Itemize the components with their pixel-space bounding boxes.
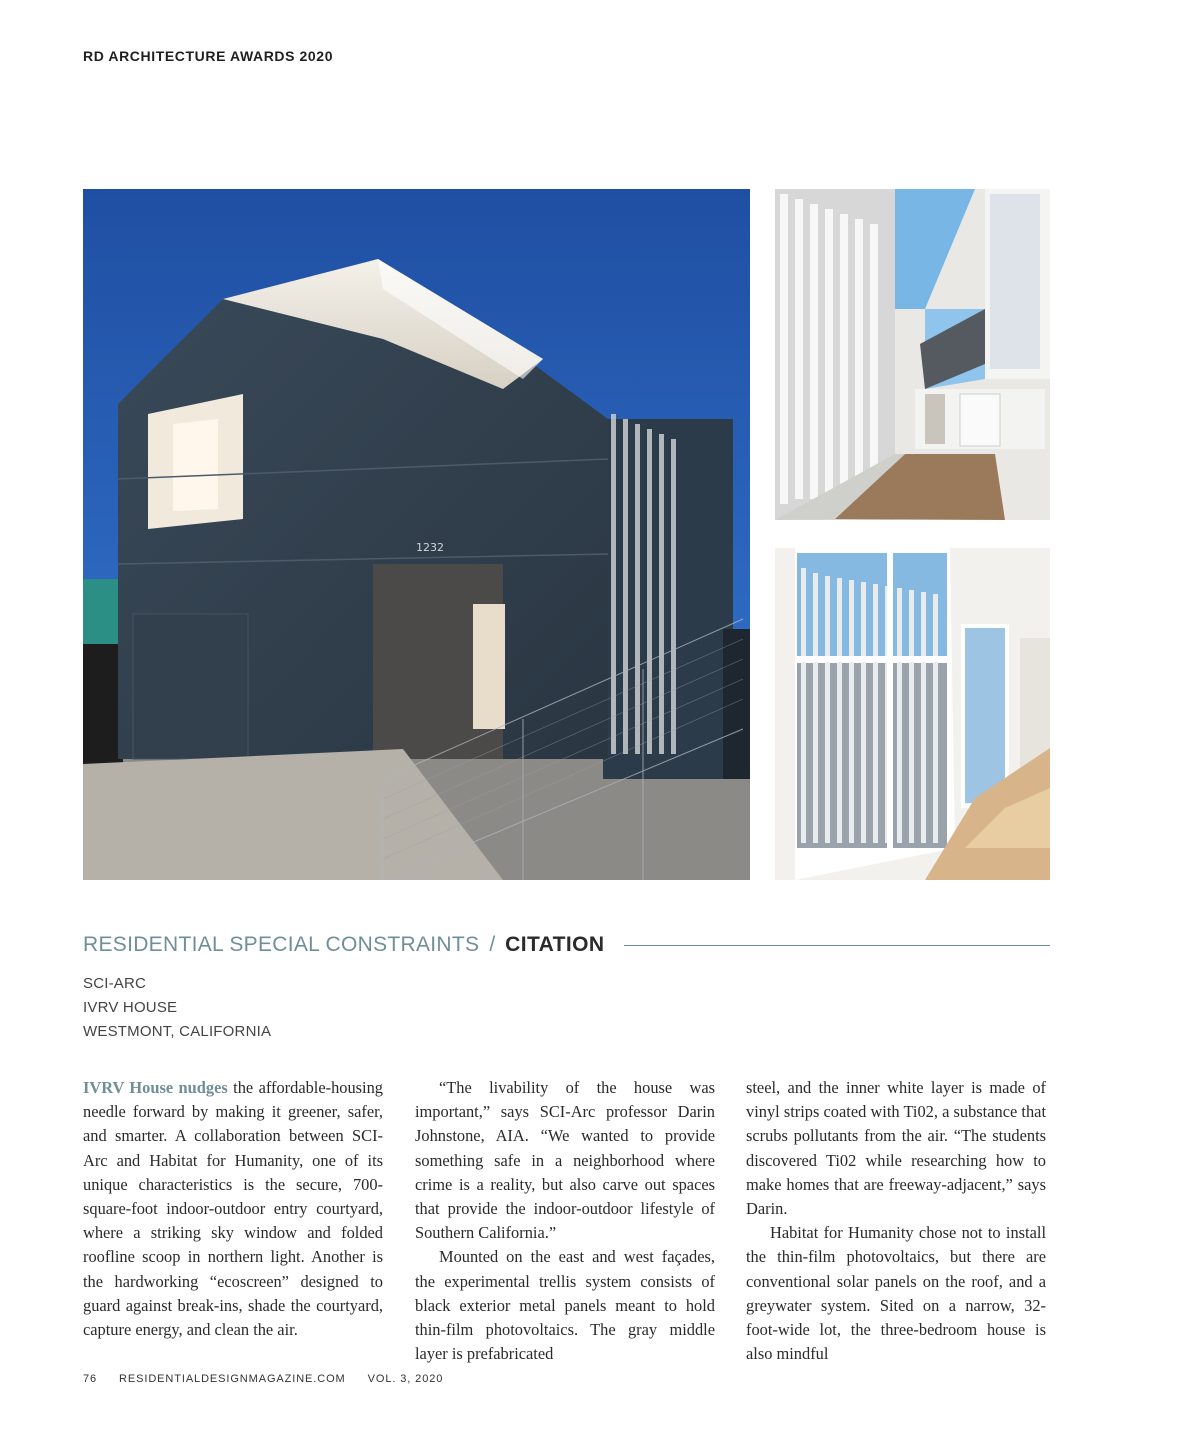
- article-paragraph: “The livability of the house was important,” says SCI-Arc professor Darin Johnstone, AIA. “We wanted to provide something safe in a neighborhood where crime is a reality, but also carve out spaces that provide the indoor-outdoor lifestyle of Southern California.”: [415, 1078, 715, 1243]
- courtyard-photo: [775, 189, 1050, 520]
- credit-project: IVRV HOUSE: [83, 999, 178, 1016]
- credit-location: WESTMONT, CALIFORNIA: [83, 1023, 272, 1040]
- section-heading: [83, 930, 1050, 960]
- project-credits: [83, 972, 271, 1044]
- article-paragraph: Mounted on the east and west façades, the experimental trellis system consists of black exterior metal panels meant to hold thin-film photovoltaics. The gray middle layer is prefabricated: [415, 1247, 715, 1364]
- award-level: CITATION: [505, 933, 605, 956]
- article-paragraph: Habitat for Humanity chose not to install the thin-film photovoltaics, but there are conventional solar panels on the roof, and a greywater system. Sited on a narrow, 32-foot-wide lot, the three-bedroom house is also mindful: [746, 1223, 1046, 1364]
- article-text: the affordable-housing needle forward by making it greener, safer, and smarter. A collaboration between SCI-Arc and Habitat for Humanity, one of its unique characteristics is the secure, 700-square-foot indoor-outdoor entry courtyard, where a striking sky window and folded roofline scoop in northern light. Another is the hardworking “ecoscreen” designed to guard against break-ins, shade the courtyard, capture energy, and clean the air.: [83, 1078, 383, 1340]
- article-paragraph: [83, 1076, 383, 1342]
- running-head: RD ARCHITECTURE AWARDS 2020: [83, 48, 334, 64]
- issue-volume: VOL. 3, 2020: [367, 1373, 444, 1385]
- article-column-1: [83, 1076, 383, 1342]
- house-number: 1232: [416, 541, 444, 554]
- article-paragraph: steel, and the inner white layer is made of vinyl strips coated with Ti02, a substance that scrubs pollutants from the air. “The students discovered Ti02 while researching how to make homes that are freeway-adjacent,” says Darin.: [746, 1078, 1046, 1219]
- magazine-site: RESIDENTIALDESIGNMAGAZINE.COM: [119, 1373, 346, 1385]
- heading-rule: [624, 945, 1050, 946]
- house-exterior-photo: [83, 189, 750, 880]
- page-number: 76: [83, 1373, 98, 1385]
- heading-separator: /: [489, 933, 496, 956]
- page-footer: [83, 1373, 443, 1385]
- award-category: RESIDENTIAL SPECIAL CONSTRAINTS: [83, 933, 480, 956]
- article-lede: IVRV House nudges: [83, 1078, 228, 1097]
- interior-window-photo: [775, 548, 1050, 880]
- credit-firm: SCI-ARC: [83, 975, 147, 992]
- article-column-3: [746, 1076, 1046, 1366]
- article-column-2: [415, 1076, 715, 1366]
